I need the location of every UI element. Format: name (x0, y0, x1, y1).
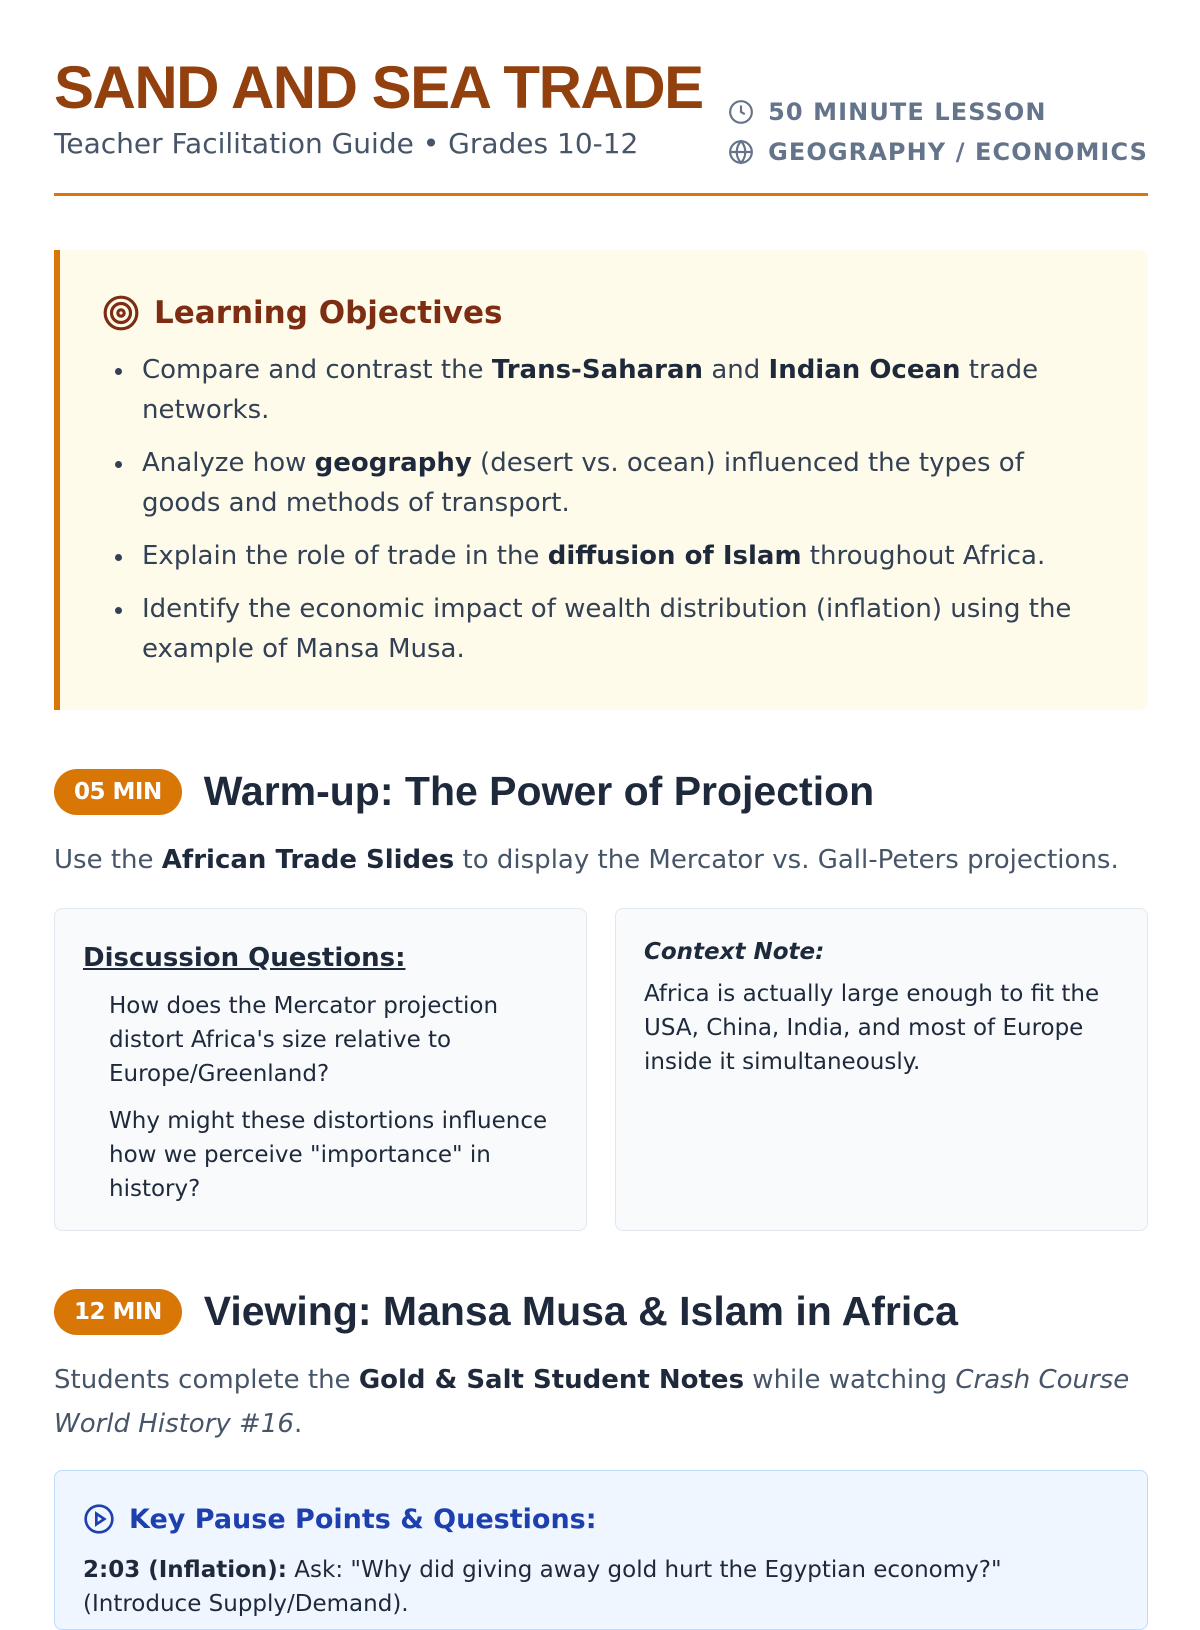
objective-item (142, 350, 1102, 430)
discussion-question: How does the Mercator projection distort Africa's size relative to Europe/Greenland? (109, 993, 499, 1087)
section-title: Viewing: Mansa Musa & Islam in Africa (203, 1288, 958, 1334)
discussion-list (109, 989, 559, 1219)
play-circle-icon (83, 1503, 115, 1535)
duration-label: 50 MINUTE LESSON (768, 98, 1047, 126)
objectives-header (102, 294, 502, 332)
discussion-question: Why might these distortions influence how we perceive "importance" in history? (109, 1108, 548, 1202)
intro-text: to display the Mercator vs. Gall-Peters projections. (454, 845, 1119, 875)
objective-item (142, 443, 1102, 523)
target-icon (102, 294, 140, 332)
video-title: Crash Course World History #16 (54, 1365, 1130, 1439)
objective-emphasis: diffusion of Islam (547, 541, 802, 571)
objective-emphasis: Trans-Saharan (491, 355, 704, 385)
objective-text: Analyze how (142, 448, 315, 478)
viewing-section-header (54, 1288, 958, 1335)
warmup-intro (54, 838, 1148, 882)
objectives-list (142, 350, 1102, 682)
subject-row (728, 132, 1148, 172)
objective-text: trade networks. (142, 355, 1039, 425)
warmup-section-header (54, 768, 874, 815)
intro-text: while watching (744, 1365, 956, 1395)
discussion-title: Discussion Questions: (83, 943, 406, 973)
page-title: SAND AND SEA TRADE (54, 54, 703, 121)
objective-text: (desert vs. ocean) influenced the types of goods and methods of transport. (142, 448, 1024, 518)
intro-emphasis: Gold & Salt Student Notes (358, 1365, 745, 1395)
context-text: Africa is actually large enough to fit the USA, China, India, and most of Europe inside it simultaneously. (644, 981, 1100, 1075)
intro-text: Use the (54, 845, 162, 875)
objective-emphasis: Indian Ocean (768, 355, 961, 385)
section-title: Warm-up: The Power of Projection (203, 768, 875, 814)
objective-emphasis: geography (314, 448, 472, 478)
objectives-title: Learning Objectives (154, 295, 503, 331)
pause-points-box (54, 1470, 1148, 1630)
pause-title: Key Pause Points & Questions: (129, 1503, 597, 1535)
pause-point (83, 1553, 1113, 1621)
objective-item (142, 536, 1102, 576)
pause-timestamp: 2:03 (Inflation): (83, 1557, 287, 1583)
objective-text: Identify the economic impact of wealth distribution (inflation) using the example of Mansa Musa. (142, 594, 1072, 664)
time-badge: 05 MIN (54, 769, 182, 815)
clock-icon (728, 99, 754, 125)
globe-icon (728, 139, 754, 165)
objective-text: Compare and contrast the (142, 355, 492, 385)
objective-text: throughout Africa. (801, 541, 1046, 571)
context-title: Context Note: (644, 939, 825, 965)
objective-text: and (703, 355, 769, 385)
learning-objectives-box (54, 250, 1148, 710)
pause-question: Ask: "Why did giving away gold hurt the Egyptian economy?" (Introduce Supply/Demand). (83, 1557, 1002, 1617)
viewing-intro (54, 1358, 1148, 1446)
context-note-card (615, 908, 1148, 1231)
intro-text: Students complete the (54, 1365, 359, 1395)
discussion-questions-card (54, 908, 587, 1231)
pause-header (83, 1503, 597, 1535)
intro-text: . (293, 1409, 303, 1439)
lesson-meta (728, 92, 1148, 172)
subject-label: GEOGRAPHY / ECONOMICS (768, 138, 1148, 166)
intro-emphasis: African Trade Slides (161, 845, 455, 875)
duration-row (728, 92, 1148, 132)
header (54, 52, 1148, 196)
page-subtitle: Teacher Facilitation Guide • Grades 10-12 (54, 127, 639, 160)
objective-item (142, 589, 1102, 669)
objective-text: Explain the role of trade in the (142, 541, 548, 571)
time-badge: 12 MIN (54, 1289, 182, 1335)
